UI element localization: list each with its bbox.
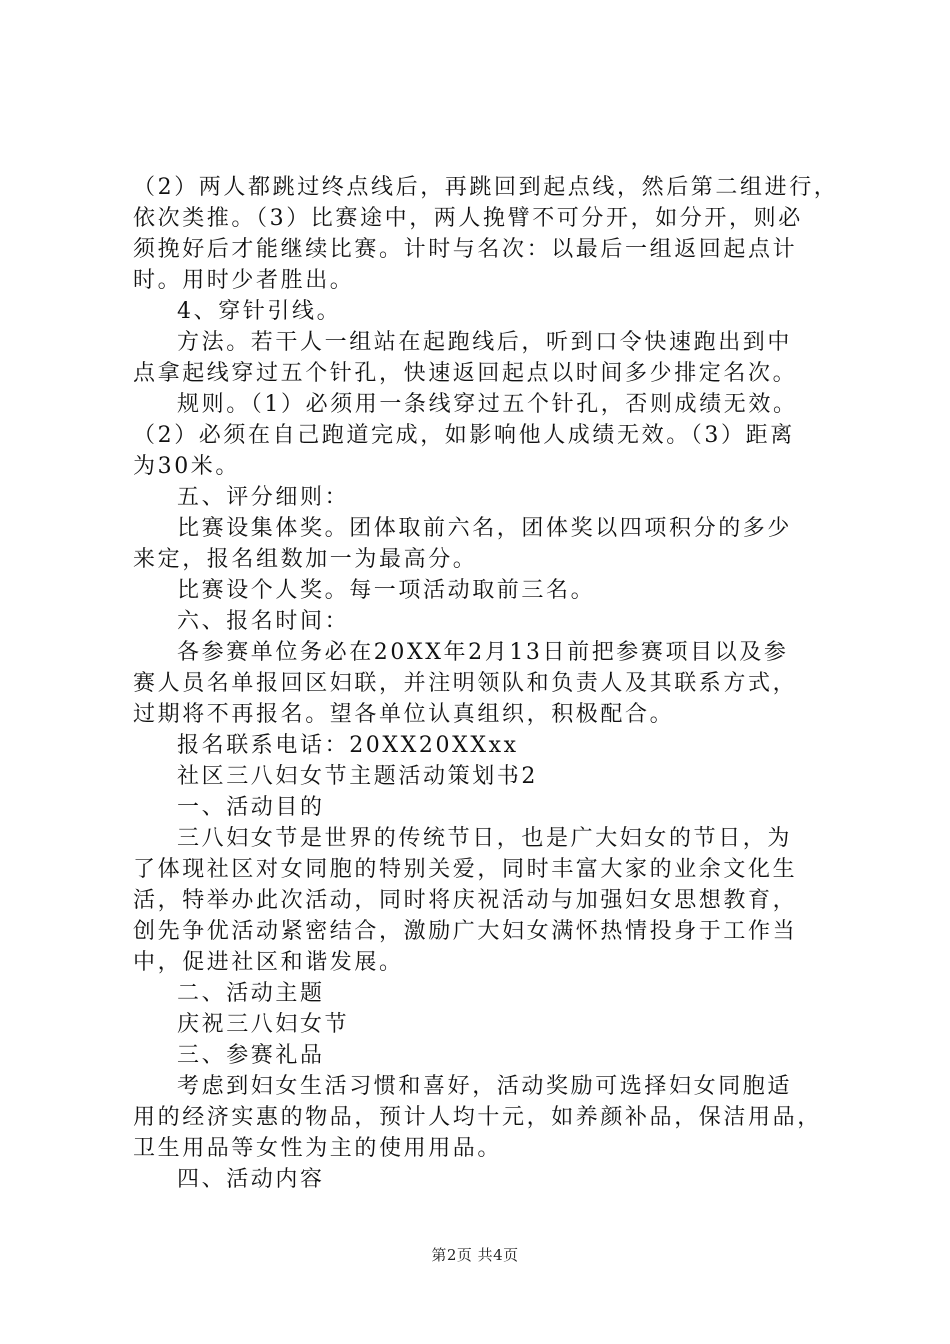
- text-line: 卫生用品等女性为主的使用用品。: [133, 1136, 503, 1161]
- text-line: 规则。（1）必须用一条线穿过五个针孔，否则成绩无效。: [177, 392, 798, 417]
- section-heading: 一、活动目的: [177, 795, 325, 820]
- text-line: 各参赛单位务必在20XX年2月13日前把参赛项目以及参: [177, 640, 789, 665]
- text-line: 比赛设集体奖。团体取前六名，团体奖以四项积分的多少: [177, 516, 793, 541]
- page-number-footer: 第2页 共4页: [431, 1246, 519, 1264]
- section-heading: 三、参赛礼品: [177, 1043, 325, 1068]
- text-line: 创先争优活动紧密结合，激励广大妇女满怀热情投身于工作当: [133, 919, 798, 944]
- text-line: 点拿起线穿过五个针孔，快速返回起点以时间多少排定名次。: [133, 361, 798, 386]
- text-line: （2）两人都跳过终点线后，再跳回到起点线，然后第二组进行，: [133, 175, 839, 200]
- text-line: （2）必须在自己跑道完成，如影响他人成绩无效。（3）距离: [133, 423, 795, 448]
- text-line: 用的经济实惠的物品，预计人均十元，如养颜补品，保洁用品，: [133, 1105, 822, 1130]
- text-line: 庆祝三八妇女节: [177, 1012, 350, 1037]
- text-line: 来定，报名组数加一为最高分。: [133, 547, 478, 572]
- contact-phone-line: 报名联系电话：20XX20XXxx: [177, 733, 519, 758]
- text-line: 三八妇女节是世界的传统节日，也是广大妇女的节日，为: [177, 826, 793, 851]
- text-line: 中，促进社区和谐发展。: [133, 950, 404, 975]
- text-line: 比赛设个人奖。每一项活动取前三名。: [177, 578, 596, 603]
- section-heading: 五、评分细则：: [177, 485, 350, 510]
- text-line: 考虑到妇女生活习惯和喜好，活动奖励可选择妇女同胞适: [177, 1074, 793, 1099]
- text-line: 须挽好后才能继续比赛。计时与名次：以最后一组返回起点计: [133, 237, 798, 262]
- text-line: 了体现社区对女同胞的特别关爱，同时丰富大家的业余文化生: [133, 857, 798, 882]
- section-item-heading: 4、穿针引线。: [177, 299, 342, 324]
- text-line: 过期将不再报名。望各单位认真组织，积极配合。: [133, 702, 675, 727]
- text-line: 活，特举办此次活动，同时将庆祝活动与加强妇女思想教育，: [133, 888, 798, 913]
- section-heading: 四、活动内容: [177, 1167, 325, 1192]
- text-line: 方法。若干人一组站在起跑线后，听到口令快速跑出到中: [177, 330, 793, 355]
- text-line: 时。用时少者胜出。: [133, 268, 355, 293]
- text-line: 依次类推。（3）比赛途中，两人挽臂不可分开，如分开，则必: [133, 206, 803, 231]
- text-line: 赛人员名单报回区妇联，并注明领队和负责人及其联系方式，: [133, 671, 798, 696]
- text-line: 为30米。: [133, 454, 240, 479]
- section-heading: 二、活动主题: [177, 981, 325, 1006]
- document-title: 社区三八妇女节主题活动策划书2: [177, 764, 538, 789]
- document-body: [133, 172, 839, 1195]
- section-heading: 六、报名时间：: [177, 609, 350, 634]
